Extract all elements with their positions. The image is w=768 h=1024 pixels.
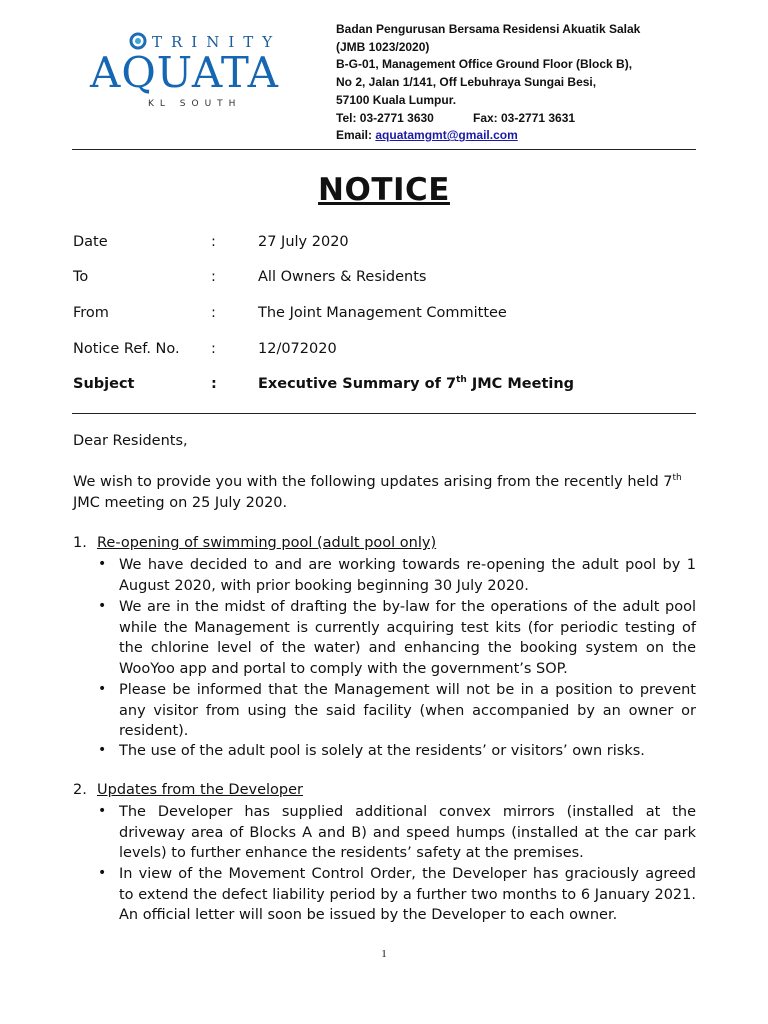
logo-brand-sub: KL SOUTH bbox=[148, 99, 242, 109]
subject-superscript: th bbox=[456, 375, 467, 386]
subject-text: Executive Summary of 7 bbox=[258, 376, 457, 392]
section-number: 2. bbox=[73, 782, 87, 798]
list-item: We have decided to and are working towards re-opening the adult pool by 1 August 2020, with prior booking beginning 30 July 2020. bbox=[119, 557, 696, 594]
list-item: We are in the midst of drafting the by-law for the operations of the adult pool while the Management is currently acquiring test kits (for periodic testing of the chlorine level of the water) and enhancing the booking system on the WooYoo app and portal to comply with the government’s SOP. bbox=[119, 599, 696, 678]
section-title: Updates from the Developer bbox=[97, 782, 304, 798]
section-number: 1. bbox=[73, 535, 87, 551]
meta-label: Subject bbox=[73, 376, 135, 392]
meta-value: 27 July 2020 bbox=[258, 234, 349, 250]
list-item: The use of the adult pool is solely at the residents’ or visitors’ own risks. bbox=[119, 743, 645, 759]
meta-colon: : bbox=[211, 234, 216, 250]
header-line: 57100 Kuala Lumpur. bbox=[336, 92, 457, 107]
meta-value: The Joint Management Committee bbox=[258, 305, 507, 321]
meta-colon: : bbox=[211, 305, 216, 321]
notice-title: NOTICE bbox=[318, 172, 450, 208]
intro-superscript: th bbox=[672, 473, 682, 484]
list-item: In view of the Movement Control Order, the Developer has graciously agreed to extend the defect liability period by a further two months to 6 January 2021. An official letter will soon be issued by the Developer to each owner. bbox=[119, 866, 696, 924]
bullet-icon: • bbox=[98, 681, 107, 697]
list-item: Please be informed that the Management will not be in a position to prevent any visitor from using the said facility (when accompanied by an owner or resident). bbox=[119, 682, 696, 740]
bullet-icon: • bbox=[98, 865, 107, 881]
header-line: No 2, Jalan 1/141, Off Lebuhraya Sungai Besi, bbox=[336, 75, 597, 90]
meta-label: From bbox=[73, 305, 109, 321]
tel-number: Tel: 03-2771 3630 bbox=[336, 110, 434, 125]
meta-label: To bbox=[73, 269, 89, 285]
list-item: The Developer has supplied additional convex mirrors (installed at the driveway area of Blocks A and B) and speed humps (installed at the car park levels) to further enhance the residents’ safety at the premises. bbox=[119, 804, 696, 862]
salutation: Dear Residents, bbox=[73, 433, 188, 449]
header-line: Badan Pengurusan Bersama Residensi Akuatik Salak bbox=[336, 22, 641, 36]
header-line: (JMB 1023/2020) bbox=[336, 39, 430, 54]
intro-paragraph bbox=[73, 472, 696, 513]
bullet-icon: • bbox=[98, 742, 107, 758]
email-label: Email: bbox=[336, 128, 376, 143]
email-line bbox=[336, 127, 736, 145]
logo-ring-icon bbox=[131, 34, 145, 48]
meta-value: All Owners & Residents bbox=[258, 269, 427, 285]
bullet-icon: • bbox=[98, 803, 107, 819]
logo-brand-top: TRINITY bbox=[152, 33, 282, 51]
intro-text: We wish to provide you with the following updates arising from the recently held 7 bbox=[73, 474, 673, 490]
bullet-icon: • bbox=[98, 556, 107, 572]
email-link[interactable]: aquatamgmt@gmail.com bbox=[375, 128, 518, 143]
contact-line bbox=[336, 110, 736, 128]
organisation-header bbox=[336, 21, 736, 145]
fax-number: Fax: 03-2771 3631 bbox=[473, 110, 576, 125]
meta-divider bbox=[72, 413, 696, 414]
meta-colon: : bbox=[211, 341, 216, 357]
intro-text-end: JMC meeting on 25 July 2020. bbox=[73, 494, 288, 511]
bullet-icon: • bbox=[98, 598, 107, 614]
meta-label: Notice Ref. No. bbox=[73, 341, 180, 357]
header-line: B-G-01, Management Office Ground Floor (Block B), bbox=[336, 57, 633, 72]
meta-value: 12/072020 bbox=[258, 341, 337, 357]
meta-label: Date bbox=[73, 234, 108, 250]
subject-text-end: JMC Meeting bbox=[466, 376, 575, 392]
meta-colon: : bbox=[211, 376, 217, 392]
section-title: Re-opening of swimming pool (adult pool only) bbox=[97, 535, 437, 551]
meta-value bbox=[258, 376, 574, 392]
trinity-aquata-logo bbox=[88, 30, 320, 112]
meta-colon: : bbox=[211, 269, 216, 285]
page-number: 1 bbox=[381, 948, 387, 960]
logo-brand-main: AQUATA bbox=[90, 48, 279, 97]
header-divider bbox=[72, 149, 696, 150]
